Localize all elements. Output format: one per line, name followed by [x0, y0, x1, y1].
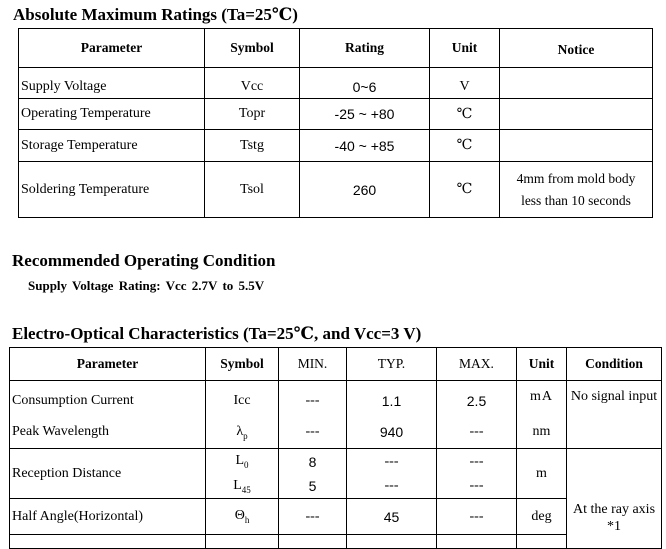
table-cell-unit: m: [517, 449, 567, 499]
table-cell-typ: 940: [347, 417, 437, 449]
table-cell-rating: 260: [300, 162, 430, 218]
table-cell-symbol: [206, 499, 279, 535]
table-cell-symbol: Topr: [205, 99, 300, 130]
table-cell-min: 8: [279, 449, 347, 475]
table-cell-symbol: Tsol: [205, 162, 300, 218]
table-cell-parameter: Consumption Current: [10, 381, 206, 417]
header-condition: Condition: [567, 348, 662, 381]
table-cell-notice: [500, 99, 653, 130]
table-cell-parameter: Supply Voltage: [19, 68, 205, 99]
table-cell-condition: No signal input: [567, 381, 662, 449]
condition-line: At the ray axis: [572, 502, 656, 517]
table-cell-unit: nm: [517, 417, 567, 449]
table-cell-notice: [500, 162, 653, 218]
table-cell-parameter: Reception Distance: [10, 449, 206, 499]
symbol-main: L: [233, 477, 242, 493]
table-cell-notice: [500, 68, 653, 99]
symbol-subscript: h: [244, 514, 250, 525]
header-parameter: Parameter: [10, 348, 206, 381]
header-max: MAX.: [437, 348, 517, 381]
table-cell-unit: ℃: [430, 99, 500, 130]
recommended-operating-title: Recommended Operating Condition: [12, 251, 276, 270]
table-cell-min: 5: [279, 475, 347, 499]
table-cell-unit: deg: [517, 499, 567, 535]
table-cell-typ: ---: [347, 449, 437, 475]
table-cell-empty: [517, 535, 567, 549]
header-unit: Unit: [430, 29, 500, 68]
table-cell-empty: [347, 535, 437, 549]
table-cell-min: ---: [279, 499, 347, 535]
table-cell-symbol: [206, 475, 279, 499]
condition-line: *1: [607, 519, 621, 534]
table-cell-unit: mA: [517, 381, 567, 417]
table-cell-min: ---: [279, 417, 347, 449]
table-cell-typ: 45: [347, 499, 437, 535]
table-cell-rating: 0~6: [300, 68, 430, 99]
table-cell-empty: [206, 535, 279, 549]
table-cell-rating: -40 ~ +85: [300, 130, 430, 162]
electro-optical-table: [9, 347, 662, 549]
table-cell-rating: -25 ~ +80: [300, 99, 430, 130]
table-cell-empty: [437, 535, 517, 549]
table-cell-parameter: Storage Temperature: [19, 130, 205, 162]
table-cell-empty: [10, 535, 206, 549]
symbol-main: λ: [236, 423, 244, 439]
header-rating: Rating: [300, 29, 430, 68]
electro-optical-title: Electro-Optical Characteristics (Ta=25℃, and Vcc=3 V): [12, 324, 422, 343]
table-cell-unit: ℃: [430, 162, 500, 218]
table-cell-parameter: Soldering Temperature: [19, 162, 205, 218]
table-cell-typ: ---: [347, 475, 437, 499]
notice-line: 4mm from mold body: [516, 170, 636, 186]
recommended-operating-line: Supply Voltage Rating: Vcc 2.7V to 5.5V: [28, 278, 265, 293]
header-symbol: Symbol: [206, 348, 279, 381]
symbol-subscript: p: [243, 430, 248, 441]
table-cell-min: ---: [279, 381, 347, 417]
table-cell-symbol: Tstg: [205, 130, 300, 162]
table-cell-max: ---: [437, 475, 517, 499]
table-cell-notice: [500, 130, 653, 162]
table-cell-typ: 1.1: [347, 381, 437, 417]
symbol-main: Θ: [234, 508, 245, 524]
table-cell-max: ---: [437, 499, 517, 535]
header-symbol: Symbol: [205, 29, 300, 68]
table-cell-unit: V: [430, 68, 500, 99]
table-cell-parameter: Operating Temperature: [19, 99, 205, 130]
symbol-main: L: [235, 453, 245, 469]
table-cell-parameter: Half Angle(Horizontal): [10, 499, 206, 535]
table-cell-empty: [279, 535, 347, 549]
header-min: MIN.: [279, 348, 347, 381]
table-cell-symbol: Vcc: [205, 68, 300, 99]
absolute-max-ratings-table: [18, 28, 653, 218]
absolute-max-ratings-title: Absolute Maximum Ratings (Ta=25℃): [13, 5, 298, 24]
symbol-subscript: 45: [241, 484, 251, 495]
header-unit: Unit: [517, 348, 567, 381]
table-cell-max: ---: [437, 417, 517, 449]
table-cell-parameter: Peak Wavelength: [10, 417, 206, 449]
header-notice: Notice: [500, 29, 653, 68]
table-cell-symbol: Icc: [206, 381, 279, 417]
table-cell-max: ---: [437, 449, 517, 475]
table-cell-symbol: [206, 449, 279, 475]
table-cell-unit: ℃: [430, 130, 500, 162]
table-cell-condition: [567, 449, 662, 549]
header-typ: TYP.: [347, 348, 437, 381]
table-cell-max: 2.5: [437, 381, 517, 417]
symbol-subscript: 0: [244, 460, 249, 471]
table-cell-symbol: [206, 417, 279, 449]
header-parameter: Parameter: [19, 29, 205, 68]
notice-line: less than 10 seconds: [521, 192, 631, 208]
